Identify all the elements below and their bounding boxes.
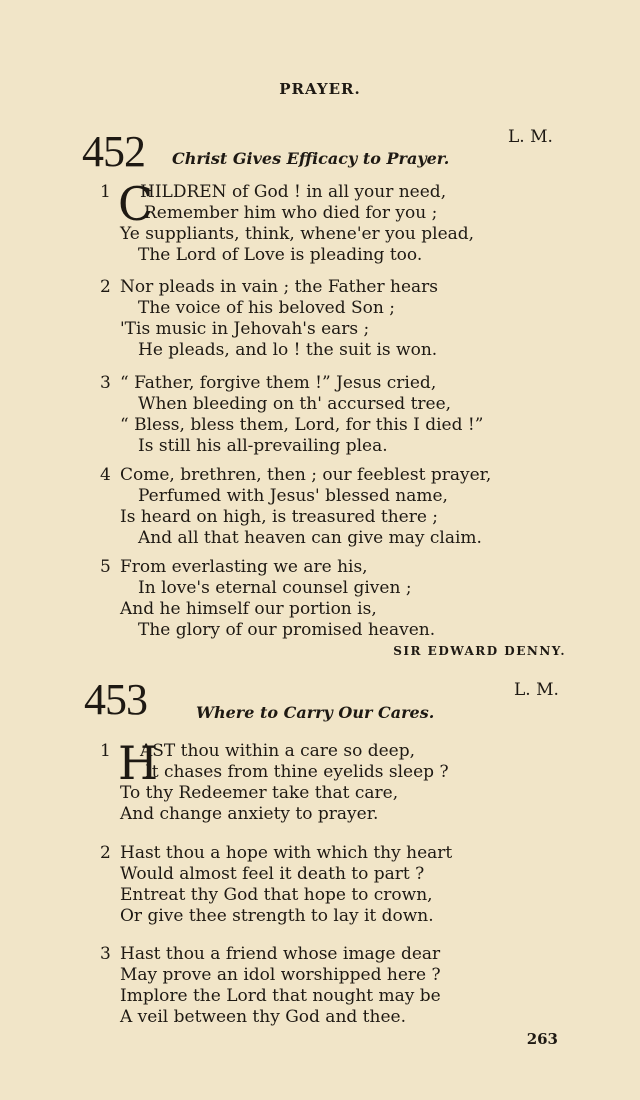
verse-line: AST thou within a care so deep,	[140, 741, 416, 761]
stanza-number: 4	[100, 465, 111, 485]
stanza-number: 3	[100, 373, 111, 393]
hymn-number: 453	[84, 675, 147, 724]
verse-line: Is still his all-prevailing plea.	[138, 436, 388, 456]
verse-line: Hast thou a hope with which thy heart	[120, 843, 453, 863]
verse-line: The voice of his beloved Son ;	[138, 298, 395, 318]
verse-line: And all that heaven can give may claim.	[138, 528, 482, 548]
stanza	[100, 177, 540, 266]
verse-line: Perfumed with Jesus' blessed name,	[138, 486, 448, 506]
verse-line: Or give thee strength to lay it down.	[120, 906, 434, 926]
stanza-number: 5	[100, 557, 111, 577]
stanza	[100, 373, 540, 457]
hymn-meter: L. M.	[508, 127, 553, 147]
author-attribution: SIR EDWARD DENNY.	[393, 644, 566, 658]
verse-line: When bleeding on th' accursed tree,	[138, 394, 452, 414]
stanza-number: 2	[100, 843, 111, 863]
verse-line: He pleads, and lo ! the suit is won.	[138, 340, 438, 360]
stanza	[100, 557, 540, 641]
verse-line: “ Bless, bless them, Lord, for this I died !”	[120, 415, 484, 435]
stanza	[100, 736, 540, 825]
verse-line: HILDREN of God ! in all your need,	[140, 182, 447, 202]
verse-line: Entreat thy God that hope to crown,	[120, 885, 433, 905]
verse-line: Nor pleads in vain ; the Father hears	[120, 277, 439, 297]
stanza-number: 2	[100, 277, 111, 297]
verse-line: Would almost feel it death to part ?	[120, 864, 425, 884]
verse-line: “ Father, forgive them !” Jesus cried,	[120, 373, 437, 393]
hymn-title: Christ Gives Efficacy to Prayer.	[172, 149, 450, 168]
verse-line: Implore the Lord that nought may be	[120, 986, 441, 1006]
stanza-number: 3	[100, 944, 111, 964]
drop-cap: C	[118, 177, 154, 231]
verse-line: A veil between thy God and thee.	[120, 1007, 406, 1027]
running-head: PRAYER.	[279, 80, 361, 98]
hymn-number: 452	[82, 127, 145, 176]
verse-line: Hast thou a friend whose image dear	[120, 944, 441, 964]
stanza	[100, 944, 540, 1028]
verse-line: The glory of our promised heaven.	[138, 620, 436, 640]
verse-line: Is heard on high, is treasured there ;	[120, 507, 439, 527]
drop-cap: H	[118, 736, 159, 790]
hymn-title: Where to Carry Our Cares.	[196, 703, 435, 722]
verse-line: To thy Redeemer take that care,	[120, 783, 399, 803]
verse-line: From everlasting we are his,	[120, 557, 368, 577]
page-number: 263	[526, 1030, 558, 1048]
stanza	[100, 843, 540, 927]
verse-line: The Lord of Love is pleading too.	[138, 245, 423, 265]
hymn-meter: L. M.	[514, 680, 559, 700]
stanza	[100, 277, 540, 361]
stanza-number: 1	[100, 182, 111, 202]
verse-line: And change anxiety to prayer.	[120, 804, 379, 824]
verse-line: Come, brethren, then ; our feeblest prayer,	[120, 465, 492, 485]
verse-line: Ye suppliants, think, whene'er you plead,	[120, 224, 475, 244]
verse-line: And he himself our portion is,	[120, 599, 377, 619]
stanza	[100, 465, 540, 549]
stanza-number: 1	[100, 741, 111, 761]
verse-line: It chases from thine eyelids sleep ?	[145, 762, 449, 782]
verse-line: In love's eternal counsel given ;	[138, 578, 412, 598]
verse-line: May prove an idol worshipped here ?	[120, 965, 441, 985]
verse-line: 'Tis music in Jehovah's ears ;	[120, 319, 370, 339]
verse-line: Remember him who died for you ;	[144, 203, 438, 223]
